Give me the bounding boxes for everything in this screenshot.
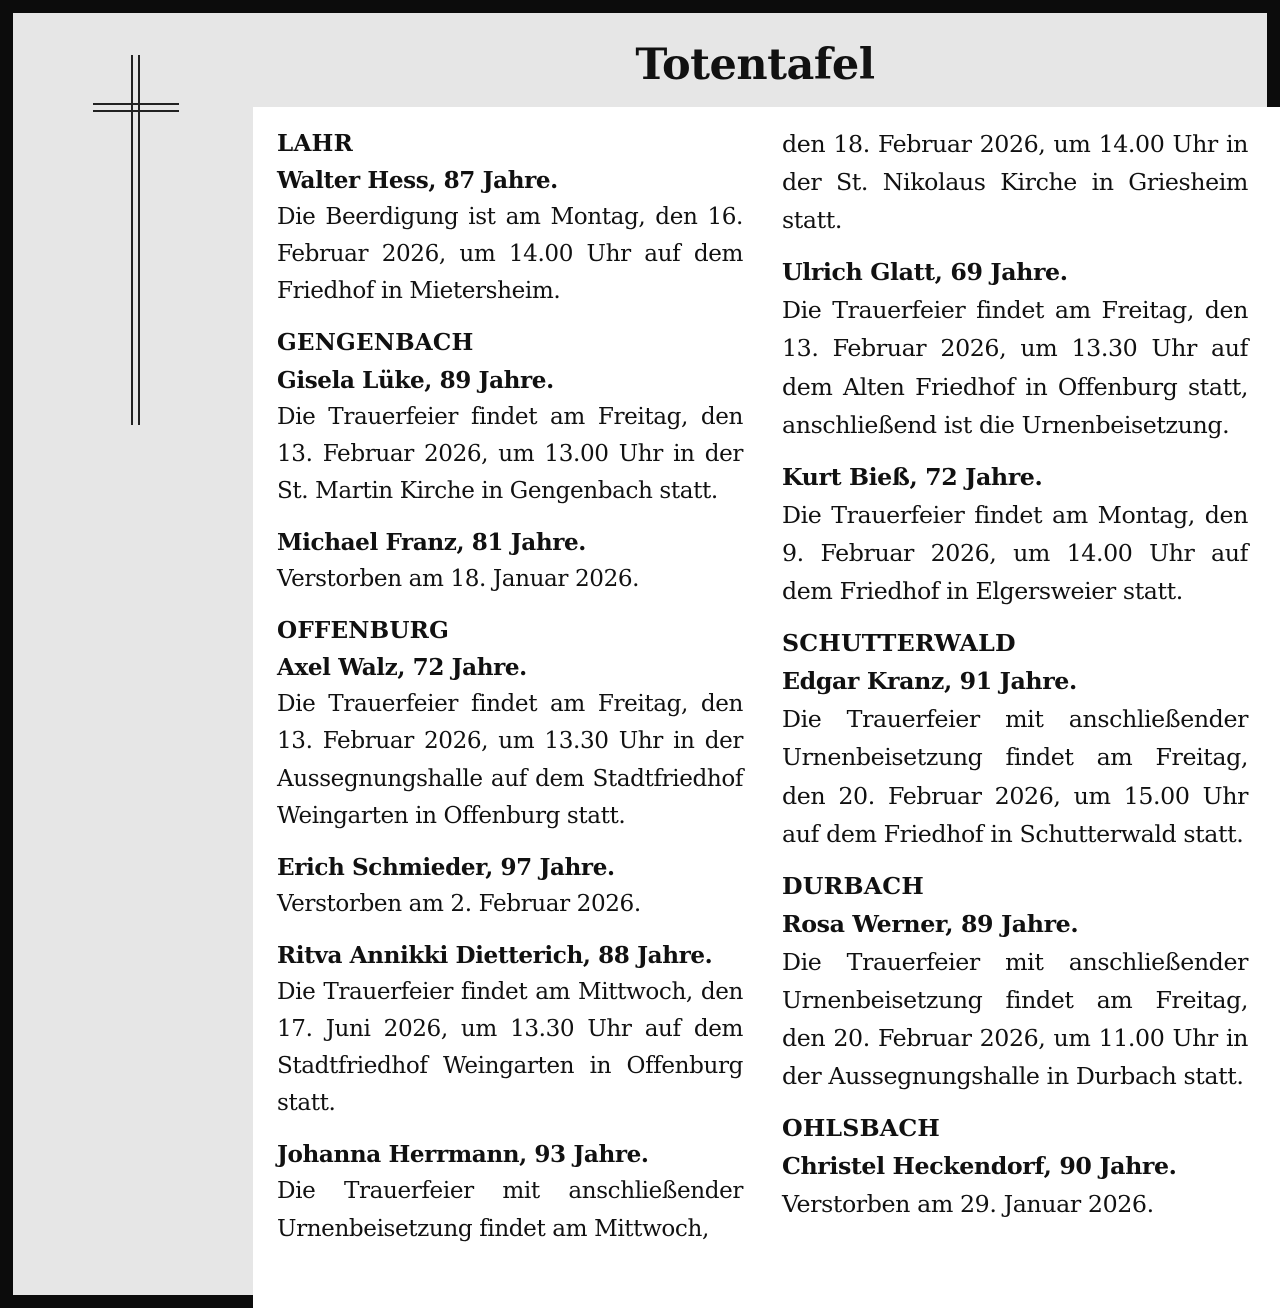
notice-text: Die Trauerfeier findet am Freitag, den 13. Februar 2026, um 13.30 Uhr auf dem Alten Friedhof in Offenburg statt, anschließend ist die Urnenbeisetzung. (782, 296, 1248, 439)
city-heading: GENGENBACH (277, 329, 474, 357)
deceased-name: Christel Heckendorf, 90 Jahre. (782, 1152, 1177, 1181)
right-column (782, 125, 1248, 1238)
notice-text: Die Trauerfeier findet am Freitag, den 13. Februar 2026, um 13.30 Uhr in der Aussegnungshalle auf dem Stadtfriedhof Weingarten in Offenburg statt. (277, 691, 743, 829)
city-heading: SCHUTTERWALD (782, 629, 1016, 658)
notice-text: Die Beerdigung ist am Montag, den 16. Februar 2026, um 14.00 Uhr auf dem Friedhof in Mietersheim. (277, 204, 743, 305)
deceased-name: Ulrich Glatt, 69 Jahre. (782, 258, 1068, 287)
deceased-name: Johanna Herrmann, 93 Jahre. (277, 1141, 649, 1169)
notice-text: Die Trauerfeier findet am Mittwoch, den 17. Juni 2026, um 13.30 Uhr auf dem Stadtfriedhof Weingarten in Offenburg statt. (277, 978, 743, 1117)
notice-text: Verstorben am 18. Januar 2026. (277, 566, 640, 593)
deceased-name: Kurt Bieß, 72 Jahre. (782, 462, 1043, 491)
obituary-entry (782, 867, 1248, 1096)
notice-text: Verstorben am 2. Februar 2026. (277, 890, 641, 917)
city-heading: LAHR (277, 130, 353, 157)
obituary-entry (277, 849, 743, 923)
obituary-entry (277, 1136, 743, 1247)
notice-text: Die Trauerfeier mit anschließender Urnenbeisetzung findet am Freitag, den 20. Februar 2026, um 15.00 Uhr auf dem Friedhof in Schutterwald statt. (782, 705, 1248, 848)
obituary-entry (277, 937, 743, 1122)
obituary-entry (782, 624, 1248, 853)
notice-text: Die Trauerfeier mit anschließender Urnenbeisetzung findet am Mittwoch, (277, 1178, 743, 1242)
deceased-name: Erich Schmieder, 97 Jahre. (277, 853, 615, 881)
cross-icon (93, 55, 179, 427)
obituary-entry (277, 125, 743, 310)
notice-text: Die Trauerfeier findet am Montag, den 9. Februar 2026, um 14.00 Uhr auf dem Friedhof in Elgersweier statt. (782, 500, 1248, 606)
obituary-entry (277, 524, 743, 598)
deceased-name: Rosa Werner, 89 Jahre. (782, 909, 1079, 938)
obituary-entry (277, 612, 743, 835)
obituary-entry (782, 1109, 1248, 1223)
page-title: Totentafel (635, 40, 875, 90)
deceased-name: Axel Walz, 72 Jahre. (277, 654, 527, 682)
city-heading: OHLSBACH (782, 1114, 941, 1143)
deceased-name: Michael Franz, 81 Jahre. (277, 528, 586, 556)
notice-text: Die Trauerfeier mit anschließender Urnenbeisetzung findet am Freitag, den 20. Februar 2026, um 11.00 Uhr in der Aussegnungshalle in Durbach statt. (782, 947, 1248, 1091)
notice-text: Die Trauerfeier findet am Freitag, den 13. Februar 2026, um 13.00 Uhr in der St. Martin Kirche in Gengenbach statt. (277, 403, 743, 504)
deceased-name: Edgar Kranz, 91 Jahre. (782, 667, 1077, 696)
deceased-name: Gisela Lüke, 89 Jahre. (277, 366, 554, 394)
notice-continuation: den 18. Februar 2026, um 14.00 Uhr in der St. Nikolaus Kirche in Griesheim statt. (782, 130, 1248, 235)
city-heading: DURBACH (782, 871, 924, 900)
obituary-entry (782, 253, 1248, 443)
obituary-entry (782, 458, 1248, 610)
notice-panel (253, 107, 1280, 1308)
deceased-name: Walter Hess, 87 Jahre. (277, 167, 558, 195)
city-heading: OFFENBURG (277, 617, 449, 645)
obituary-entry (277, 324, 743, 509)
deceased-name: Ritva Annikki Dietterich, 88 Jahre. (277, 941, 713, 969)
notice-text: Verstorben am 29. Januar 2026. (782, 1190, 1154, 1219)
left-column (277, 125, 743, 1262)
